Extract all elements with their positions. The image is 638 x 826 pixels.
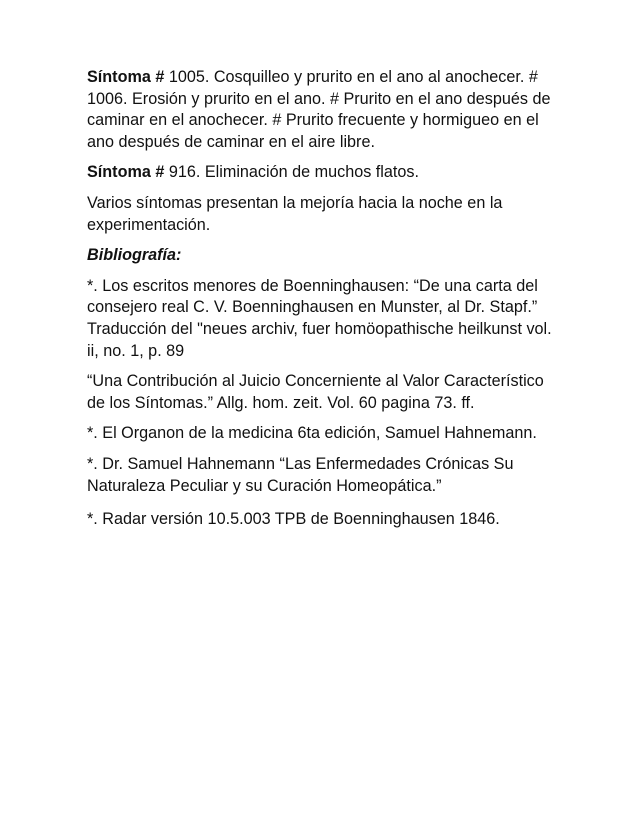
symptom-label: Síntoma # <box>87 68 165 86</box>
reference-item: *. Radar versión 10.5.003 TPB de Boenninghausen 1846. <box>87 510 500 529</box>
reference-item: “Una Contribución al Juicio Concerniente al Valor Característico de los Síntomas.” Allg. hom. zeit. Vol. 60 pagina 73. ff. <box>87 372 544 412</box>
reference-item: *. Los escritos menores de Boenninghausen: “De una carta del consejero real C. V. Boenninghausen en Munster, al Dr. Stapf.” Traducción del "neues archiv, fuer homöopathische heilkunst vol. ii, no. 1, p. 89 <box>87 276 552 360</box>
reference-item: *. Dr. Samuel Hahnemann “Las Enfermedades Crónicas Su Naturaleza Peculiar y su Curación Homeopática.” <box>87 454 514 495</box>
symptom-label: Síntoma # <box>87 163 165 182</box>
symptom-text: 916. Eliminación de muchos flatos. <box>164 163 419 182</box>
reference-item: *. El Organon de la medicina 6ta edición, Samuel Hahnemann. <box>87 424 537 443</box>
symptom-paragraph-1005 <box>87 67 557 153</box>
symptom-paragraph-916 <box>87 162 557 184</box>
document-page <box>87 67 557 540</box>
bibliography-heading: Bibliografía: <box>87 246 182 265</box>
symptom-text: 1005. Cosquilleo y prurito en el ano al anochecer. # 1006. Erosión y prurito en el ano. # Prurito en el ano después de caminar en el anochecer. # Prurito frecuente y hormigueo en el ano después de caminar en el aire libre. <box>87 68 551 151</box>
improvement-note: Varios síntomas presentan la mejoría hacia la noche en la experimentación. <box>87 193 503 234</box>
